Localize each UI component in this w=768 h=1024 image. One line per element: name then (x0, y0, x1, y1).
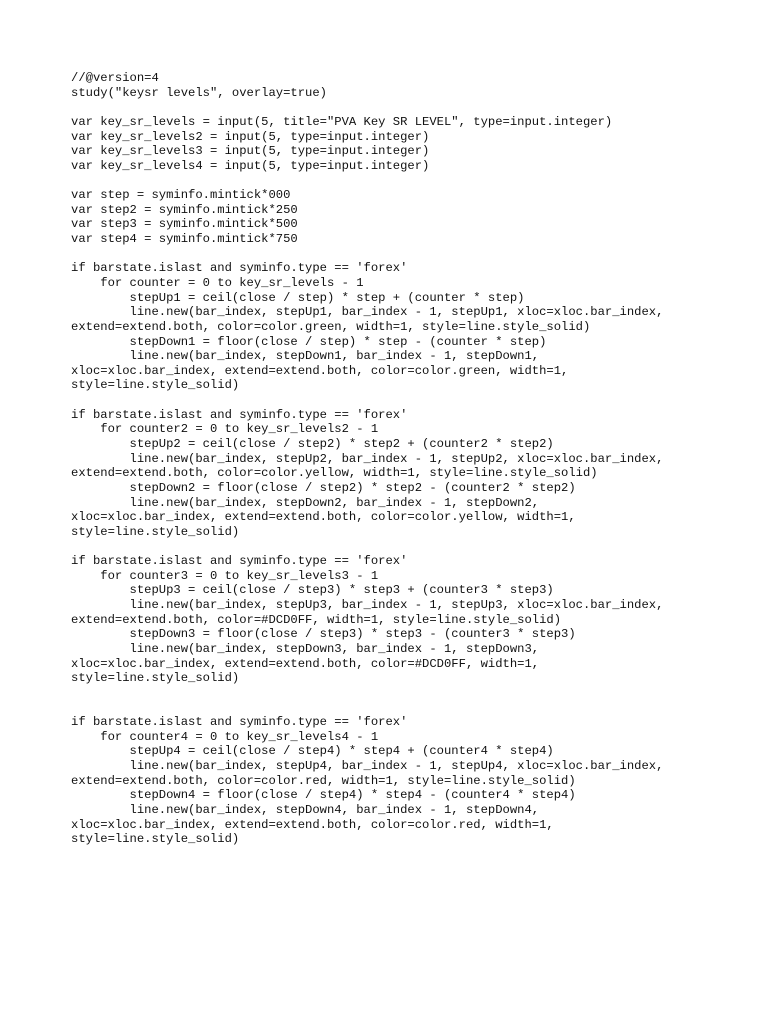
code-line: var step3 = syminfo.mintick*500 (71, 217, 298, 232)
code-line: //@version=4 (71, 71, 159, 85)
code-line: stepUp1 = ceil(close / step) * step + (counter * step) (71, 290, 525, 305)
code-line: line.new(bar_index, stepUp4, bar_index - 1, stepUp4, xloc=xloc.bar_index, (71, 759, 664, 774)
code-line: for counter2 = 0 to key_sr_levels2 - 1 (71, 422, 379, 437)
code-line: stepDown3 = floor(close / step3) * step3 - (counter3 * step3) (71, 627, 576, 642)
code-line: xloc=xloc.bar_index, extend=extend.both, color=#DCD0FF, width=1, (71, 656, 540, 671)
code-line: extend=extend.both, color=color.red, width=1, style=line.style_solid) (71, 773, 576, 788)
code-line: line.new(bar_index, stepDown3, bar_index - 1, stepDown3, (71, 641, 540, 656)
code-line: line.new(bar_index, stepDown1, bar_index - 1, stepDown1, (71, 349, 540, 364)
code-line: style=line.style_solid) (71, 832, 240, 847)
code-line: style=line.style_solid) (71, 671, 240, 686)
code-line (71, 100, 663, 115)
code-line: xloc=xloc.bar_index, extend=extend.both, color=color.red, width=1, (71, 817, 554, 832)
code-line: style=line.style_solid) (71, 524, 240, 539)
code-line: if barstate.islast and syminfo.type == 'forex' (71, 407, 408, 422)
code-line: line.new(bar_index, stepUp2, bar_index - 1, stepUp2, xloc=xloc.bar_index, (71, 451, 664, 466)
code-line: for counter3 = 0 to key_sr_levels3 - 1 (71, 568, 379, 583)
code-line: line.new(bar_index, stepDown4, bar_index - 1, stepDown4, (71, 803, 540, 818)
code-line: line.new(bar_index, stepDown2, bar_index - 1, stepDown2, (71, 495, 540, 510)
code-line: for counter = 0 to key_sr_levels - 1 (71, 275, 364, 290)
code-line: stepDown2 = floor(close / step2) * step2 - (counter2 * step2) (71, 480, 576, 495)
code-line: stepUp4 = ceil(close / step4) * step4 + (counter4 * step4) (71, 744, 554, 759)
code-line: var key_sr_levels2 = input(5, type=input.integer) (71, 129, 430, 144)
code-line: style=line.style_solid) (71, 378, 240, 393)
code-line: line.new(bar_index, stepUp1, bar_index - 1, stepUp1, xloc=xloc.bar_index, (71, 305, 664, 320)
code-line: if barstate.islast and syminfo.type == 'forex' (71, 554, 408, 569)
code-line (71, 701, 663, 716)
code-line: if barstate.islast and syminfo.type == 'forex' (71, 715, 408, 730)
code-line: stepDown1 = floor(close / step) * step - (counter * step) (71, 334, 547, 349)
code-line: var step = syminfo.mintick*000 (71, 188, 291, 203)
code-line: extend=extend.both, color=color.yellow, width=1, style=line.style_solid) (71, 466, 598, 481)
code-line: stepDown4 = floor(close / step4) * step4 - (counter4 * step4) (71, 788, 576, 803)
code-line: xloc=xloc.bar_index, extend=extend.both, color=color.green, width=1, (71, 363, 569, 378)
code-line (71, 540, 663, 555)
code-line: line.new(bar_index, stepUp3, bar_index - 1, stepUp3, xloc=xloc.bar_index, (71, 598, 664, 613)
code-line: extend=extend.both, color=#DCD0FF, width=1, style=line.style_solid) (71, 612, 562, 627)
code-line (71, 686, 663, 701)
code-line: var key_sr_levels3 = input(5, type=input.integer) (71, 144, 430, 159)
code-line: var step4 = syminfo.mintick*750 (71, 232, 298, 247)
code-line: stepUp2 = ceil(close / step2) * step2 + (counter2 * step2) (71, 437, 554, 452)
code-line (71, 173, 663, 188)
code-line: xloc=xloc.bar_index, extend=extend.both, color=color.yellow, width=1, (71, 510, 576, 525)
code-block (71, 71, 663, 847)
code-line (71, 247, 663, 262)
code-line: study("keysr levels", overlay=true) (71, 85, 327, 100)
code-line: stepUp3 = ceil(close / step3) * step3 + (counter3 * step3) (71, 583, 554, 598)
code-line: extend=extend.both, color=color.green, width=1, style=line.style_solid) (71, 319, 591, 334)
code-line: if barstate.islast and syminfo.type == 'forex' (71, 261, 408, 276)
code-line (71, 393, 663, 408)
code-line: var key_sr_levels4 = input(5, type=input.integer) (71, 158, 430, 173)
code-line: var key_sr_levels = input(5, title="PVA Key SR LEVEL", type=input.integer) (71, 114, 613, 129)
code-line: for counter4 = 0 to key_sr_levels4 - 1 (71, 729, 379, 744)
code-line: var step2 = syminfo.mintick*250 (71, 202, 298, 217)
